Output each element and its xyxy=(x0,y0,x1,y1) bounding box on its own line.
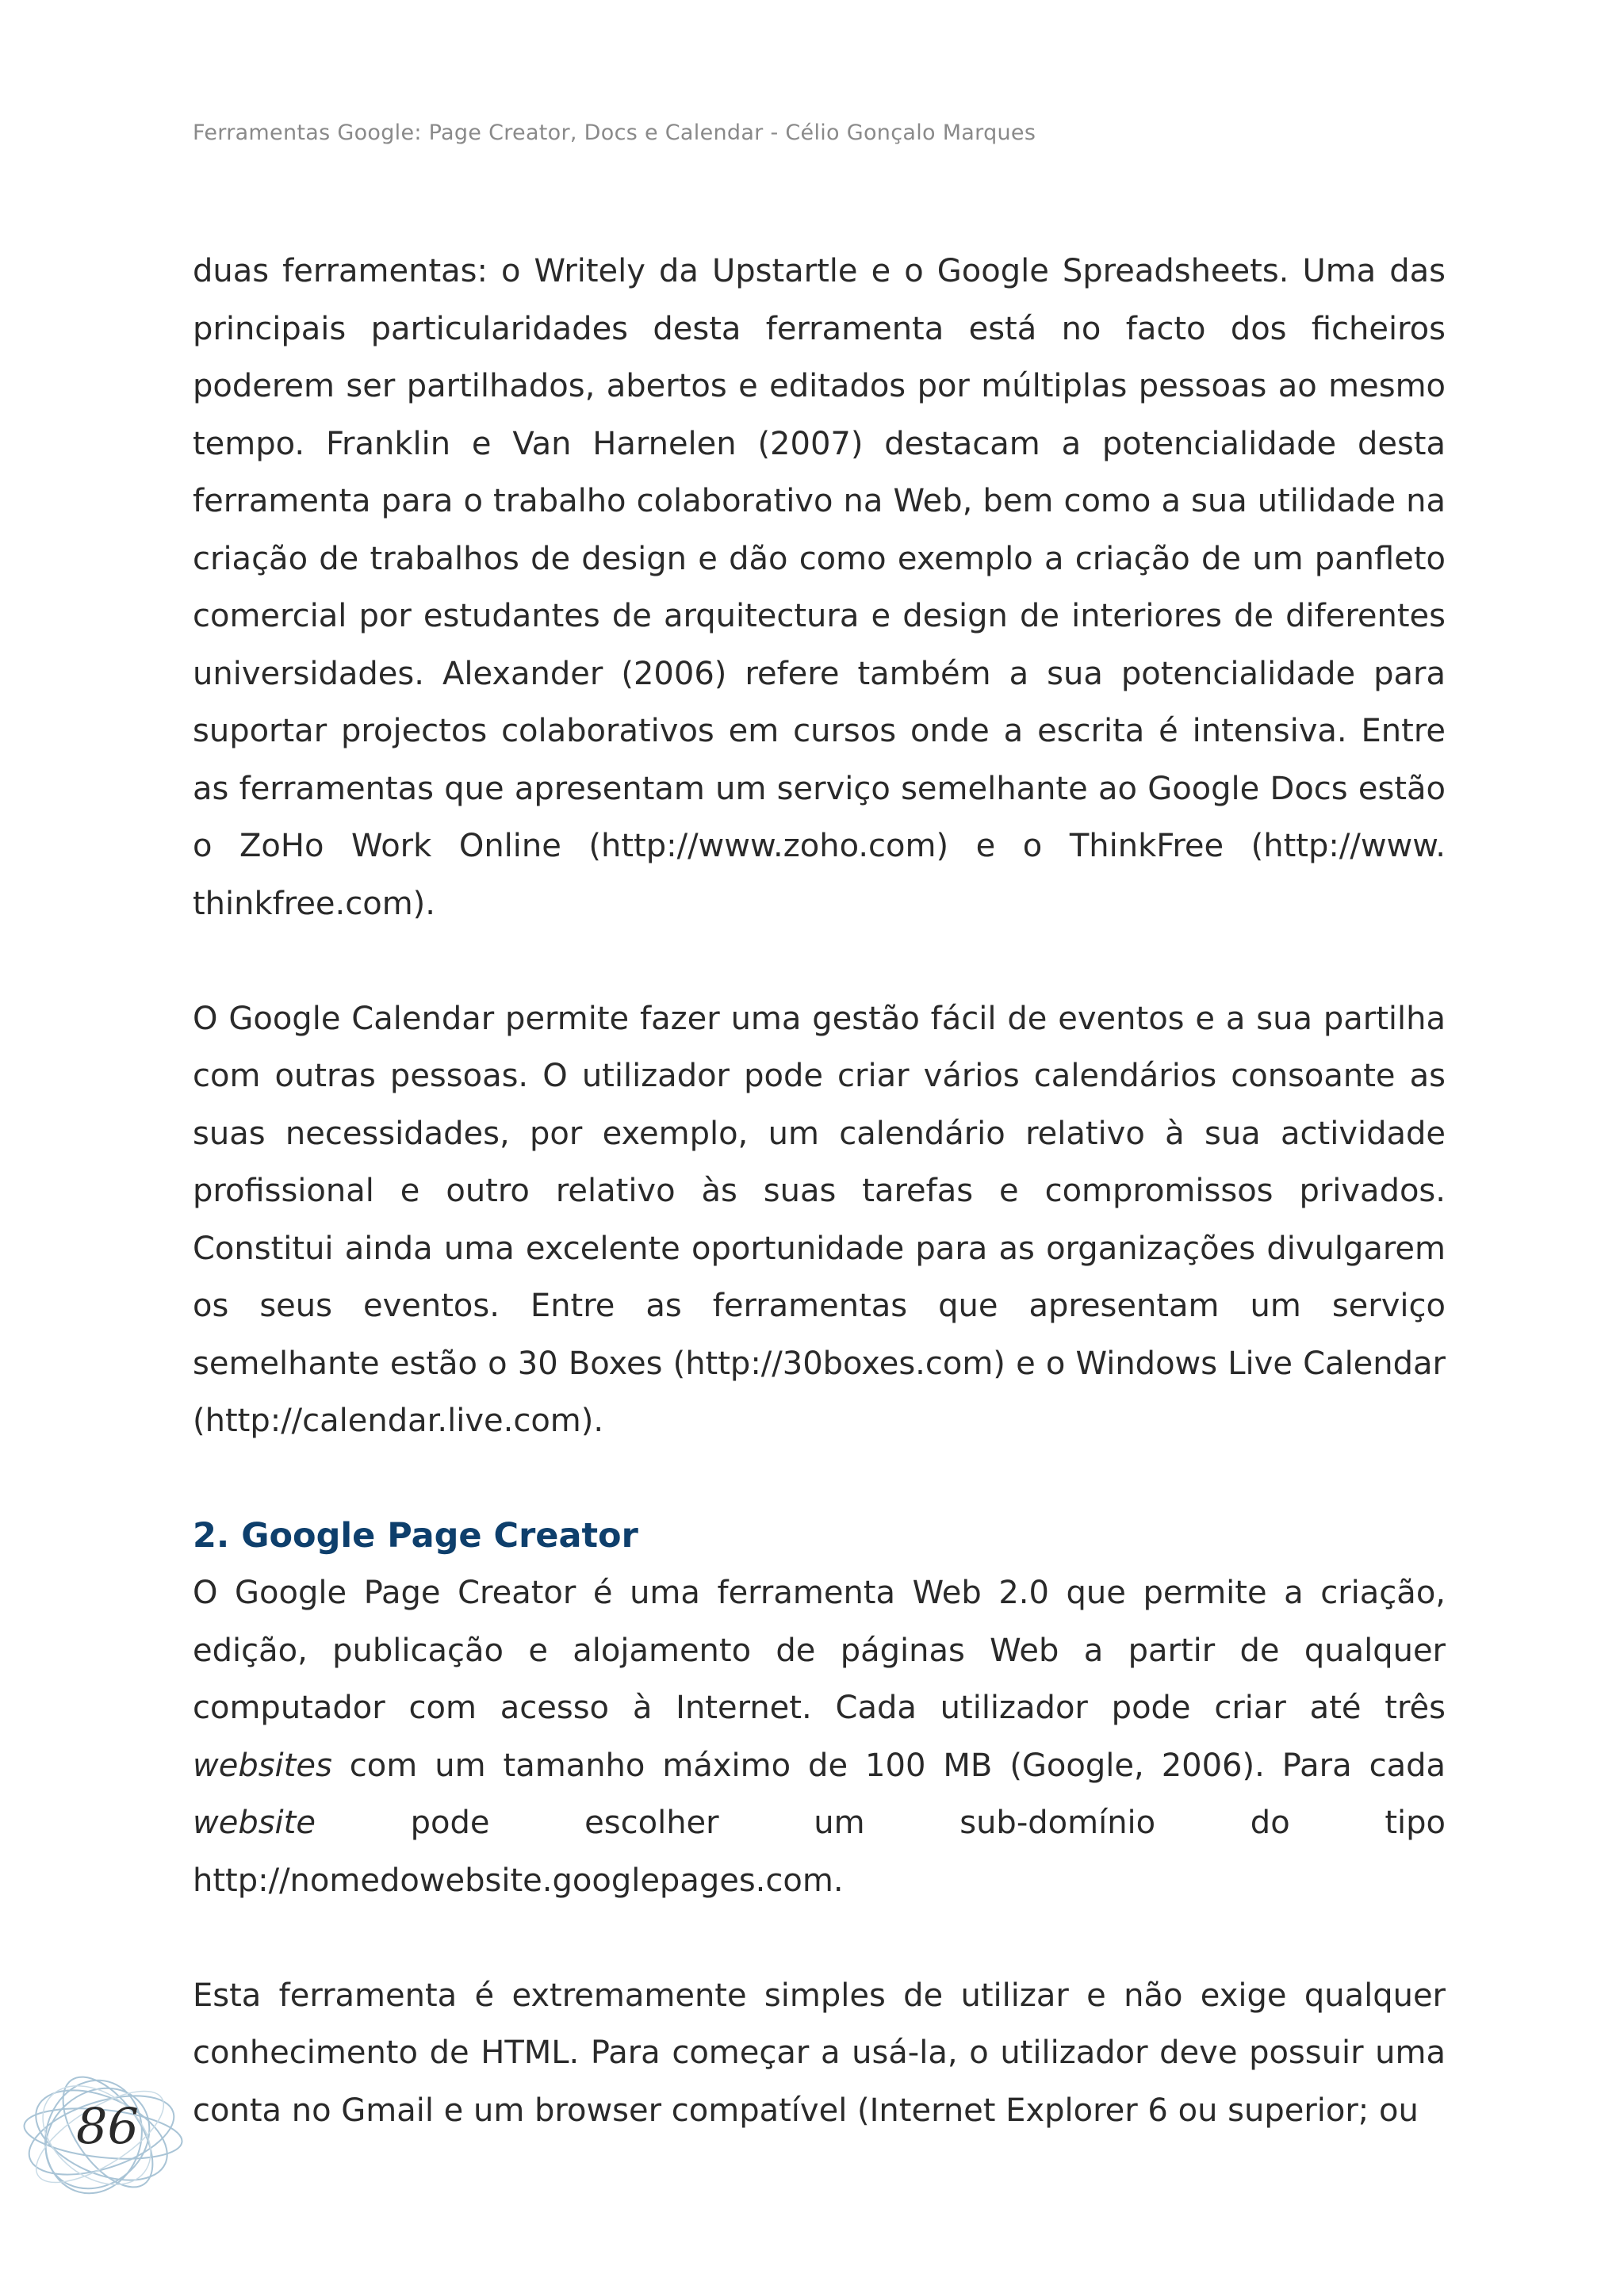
paragraph-calendar: O Google Calendar permite fazer uma gestão fácil de eventos e a sua partilha com outras pessoas. O utilizador pode criar vários calendários consoante as suas necessidades, por exemplo, um calendário relativo à sua actividade profissional e outro relativo às suas tarefas e compromissos privados. Constitui ainda uma excelente oportunidade para as organizações divulgarem os seus eventos. Entre as ferramentas que apresentam um serviço semelhante estão o 30 Boxes (http://30boxes.com) e o Windows Live Calendar (http://calendar.live.com). xyxy=(193,1000,1446,1439)
paragraph-docs: duas ferramentas: o Writely da Upstartle e o Google Spreadsheets. Uma das principais particularidades desta ferramenta está no facto dos ficheiros poderem ser partilhados, abertos e editados por múltiplas pessoas ao mesmo tempo. Franklin e Van Harnelen (2007) destacam a potencialidade desta ferramenta para o trabalho colaborativo na Web, bem como a sua utilidade na criação de trabalhos de design e dão como exemplo a criação de um panfleto comercial por estudantes de arquitectura e design de interiores de diferentes universidades. Alexander (2006) refere também a sua potencialidade para suportar projectos colaborativos em cursos onde a escrita é intensiva. Entre as ferramentas que apresentam um serviço semelhante ao Google Docs estão o ZoHo Work Online (http://www.zoho.com) e o ThinkFree (http://www. thinkfree.com). xyxy=(193,253,1446,922)
page-number: 86 xyxy=(76,2097,139,2155)
page-body xyxy=(193,243,1446,2139)
text-run: com um tamanho máximo de 100 MB (Google, 2006). Para cada xyxy=(331,1747,1446,1784)
paragraph-usage: Esta ferramenta é extremamente simples de utilizar e não exige qualquer conhecimento de HTML. Para começar a usá-la, o utilizador deve possuir uma conta no Gmail e um browser compatível (Internet Explorer 6 ou superior; ou xyxy=(193,1977,1446,2129)
text-run: pode escolher um sub-domínio do tipo http://nomedowebsite.googlepages.com. xyxy=(193,1805,1446,1899)
emphasis-websites: websites xyxy=(193,1747,332,1784)
page-number-ornament xyxy=(14,2065,189,2208)
section-heading: 2. Google Page Creator xyxy=(193,1515,638,1556)
text-run: O Google Page Creator é uma ferramenta Web 2.0 que permite a criação, edição, publicação e alojamento de páginas Web a partir de qualquer computador com acesso à Internet. Cada utilizador pode criar até três xyxy=(193,1575,1446,1726)
paragraph-page-creator xyxy=(193,1564,1446,1909)
running-header: Ferramentas Google: Page Creator, Docs e Calendar - Célio Gonçalo Marques xyxy=(193,121,1036,145)
emphasis-website: website xyxy=(193,1805,316,1841)
